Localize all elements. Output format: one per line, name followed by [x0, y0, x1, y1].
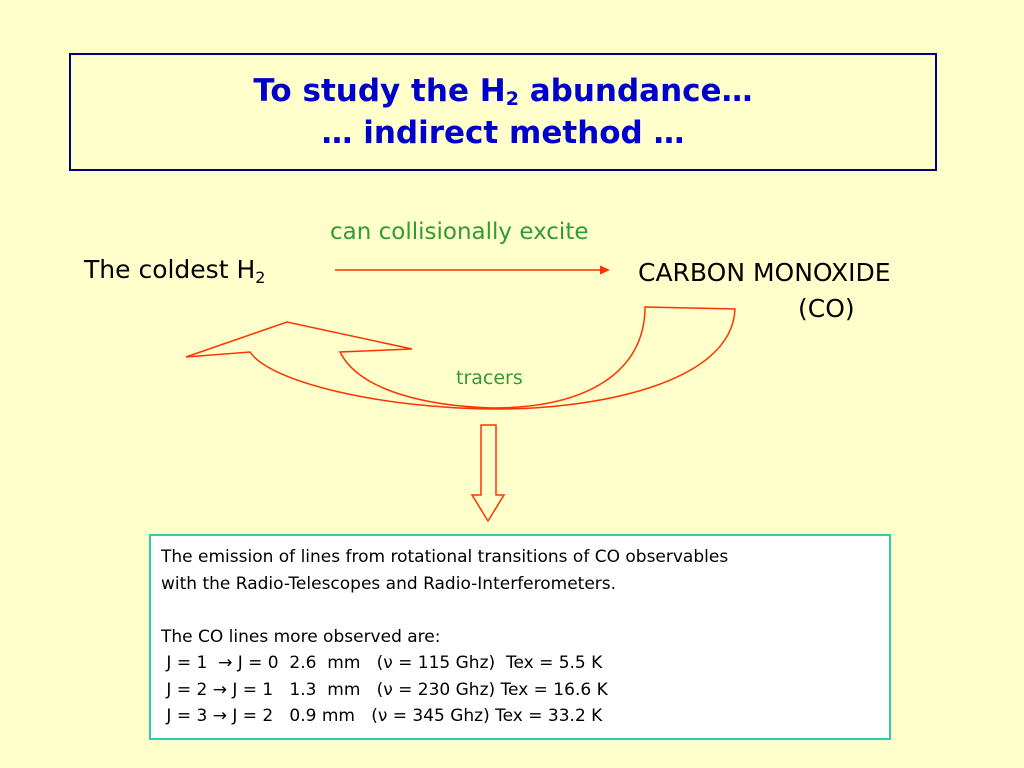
title-suffix: abundance… [518, 73, 753, 109]
info-para1-line1: The emission of lines from rotational transitions of CO observables [161, 547, 729, 567]
h2-subscript: 2 [255, 268, 266, 287]
excite-arrow-head [600, 266, 610, 275]
coldest-h2-text: The coldest H [84, 255, 256, 284]
title-prefix: To study the H [253, 73, 506, 109]
down-arrow [472, 425, 504, 521]
tracers-label: tracers [456, 367, 523, 389]
co-name: CARBON MONOXIDE [638, 258, 891, 287]
title-line-2: … indirect method … [321, 115, 685, 151]
info-box [149, 534, 891, 740]
info-para1-line2: with the Radio-Telescopes and Radio-Interferometers. [161, 573, 617, 594]
co-formula: (CO) [798, 294, 855, 323]
co-line-2: J = 2 → J = 1 1.3 mm (ν = 230 Ghz) Tex = 16.6 K [161, 679, 608, 700]
info-spacer [161, 597, 889, 624]
co-line-1: J = 1 → J = 0 2.6 mm (ν = 115 Ghz) Tex = 5.5 K [161, 653, 603, 673]
title-subscript: 2 [505, 88, 519, 110]
co-line-3: J = 3 → J = 2 0.9 mm (ν = 345 Ghz) Tex = 33.2 K [161, 706, 603, 726]
info-heading: The CO lines more observed are: [161, 626, 441, 647]
tracer-curved-arrow [186, 307, 735, 409]
arrow-label: can collisionally excite [330, 219, 589, 245]
